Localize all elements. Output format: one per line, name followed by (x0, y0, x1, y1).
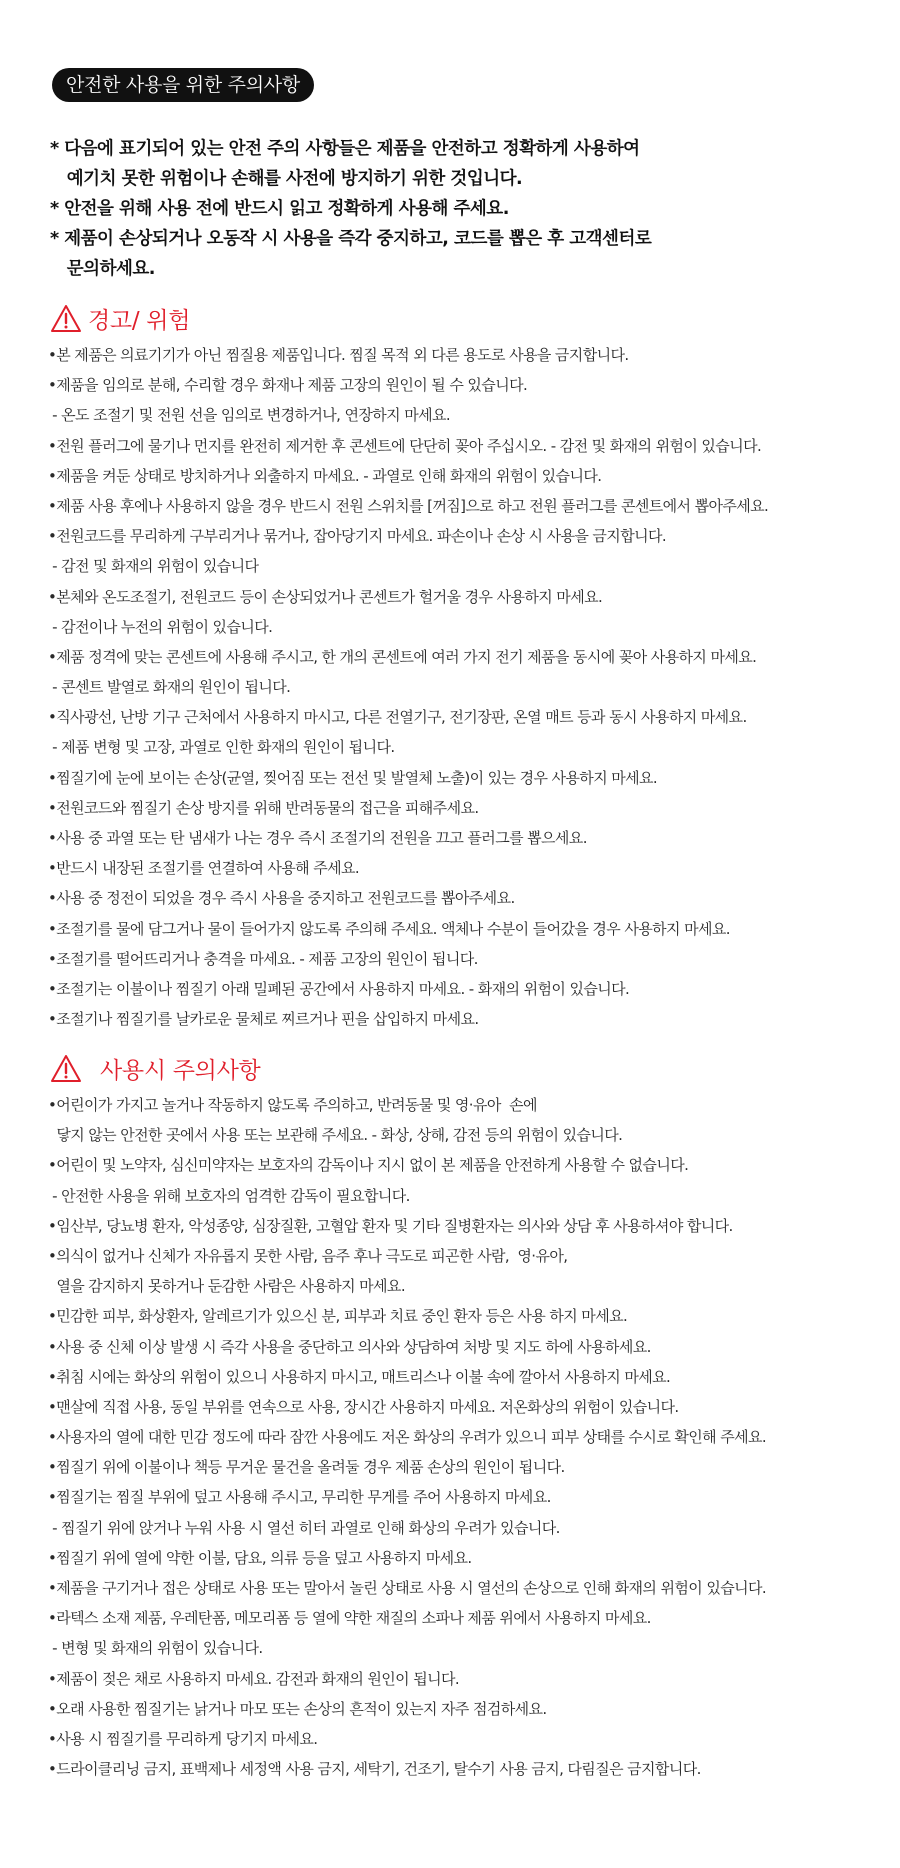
list-item: •제품을 구기거나 접은 상태로 사용 또는 말아서 놀린 상태로 사용 시 열선의 손상으로 인해 화재의 위험이 있습니다. (48, 1579, 767, 1597)
list-item: •본체와 온도조절기, 전원코드 등이 손상되었거나 콘센트가 헐거울 경우 사용하지 마세요. (48, 587, 603, 606)
list-item: •찜질기 위에 열에 약한 이불, 담요, 의류 등을 덮고 사용하지 마세요. (48, 1548, 472, 1567)
warning-section-heading (50, 300, 190, 336)
list-item: •사용 중 과열 또는 탄 냄새가 나는 경우 즉시 조절기의 전원을 끄고 플러그를 뽑으세요. (48, 829, 587, 847)
list-item: •찜질기 위에 이불이나 책등 무거운 물건을 올려둘 경우 제품 손상의 원인이 됩니다. (48, 1458, 565, 1477)
list-item: •조절기는 이불이나 찜질기 아래 밀폐된 공간에서 사용하지 마세요. - 화재의 위험이 있습니다. (48, 979, 630, 998)
list-item: •전원 플러그에 물기나 먼지를 완전히 제거한 후 콘센트에 단단히 꽂아 주십시오. - 감전 및 화재의 위험이 있습니다. (48, 436, 762, 455)
caution-section-heading (50, 1050, 260, 1086)
list-item: •의식이 없거나 신체가 자유롭지 못한 사람, 음주 후나 극도로 피곤한 사람, 영·유아, (48, 1246, 568, 1265)
list-item: •제품 사용 후에나 사용하지 않을 경우 반드시 전원 스위치를 [꺼짐]으로 하고 전원 플러그를 콘센트에서 뽑아주세요. (48, 496, 769, 515)
list-item: •사용자의 열에 대한 민감 정도에 따라 잠깐 사용에도 저온 화상의 우려가 있으니 피부 상태를 수시로 확인해 주세요. (48, 1428, 767, 1447)
list-item: •어린이가 가지고 놀거나 작동하지 않도록 주의하고, 반려동물 및 영·유아 손에 (48, 1096, 537, 1114)
intro-line: 예기치 못한 위험이나 손해를 사전에 방지하기 위한 것입니다. (50, 169, 523, 189)
intro-line: * 다음에 표기되어 있는 안전 주의 사항들은 제품을 안전하고 정확하게 사용하여 (50, 139, 640, 159)
warning-triangle-icon (50, 1054, 82, 1083)
intro-line: 문의하세요. (50, 259, 155, 279)
list-item: •사용 시 찜질기를 무리하게 당기지 마세요. (48, 1729, 318, 1748)
list-item: - 감전 및 화재의 위험이 있습니다 (48, 557, 259, 576)
list-item: •오래 사용한 찜질기는 낡거나 마모 또는 손상의 흔적이 있는지 자주 점검하세요. (48, 1699, 547, 1718)
list-item: - 온도 조절기 및 전원 선을 임의로 변경하거나, 연장하지 마세요. (48, 406, 451, 425)
list-item: - 제품 변형 및 고장, 과열로 인한 화재의 원인이 됩니다. (48, 738, 395, 757)
list-item: - 감전이나 누전의 위험이 있습니다. (48, 617, 273, 636)
list-item: •본 제품은 의료기기가 아닌 찜질용 제품입니다. 찜질 목적 외 다른 용도로 사용을 금지합니다. (48, 346, 629, 364)
warning-list (48, 340, 878, 1034)
page-title: 안전한 사용을 위한 주의사항 (52, 68, 314, 102)
list-item: •라텍스 소재 제품, 우레탄폼, 메모리폼 등 열에 약한 재질의 소파나 제품 위에서 사용하지 마세요. (48, 1609, 651, 1628)
intro-notes (50, 134, 870, 284)
list-item: •임산부, 당뇨병 환자, 악성종양, 심장질환, 고혈압 환자 및 기타 질병환자는 의사와 상담 후 사용하셔야 합니다. (48, 1216, 733, 1235)
list-item: •찜질기는 찜질 부위에 덮고 사용해 주시고, 무리한 무게를 주어 사용하지 마세요. (48, 1488, 551, 1507)
list-item: •사용 중 정전이 되었을 경우 즉시 사용을 중지하고 전원코드를 뽑아주세요. (48, 889, 515, 908)
list-item: •전원코드와 찜질기 손상 방지를 위해 반려동물의 접근을 피해주세요. (48, 798, 479, 817)
list-item: •사용 중 신체 이상 발생 시 즉각 사용을 중단하고 의사와 상담하여 처방 및 지도 하에 사용하세요. (48, 1337, 651, 1356)
list-item: •조절기를 떨어뜨리거나 충격을 마세요. - 제품 고장의 원인이 됩니다. (48, 949, 478, 968)
list-item: •제품을 켜둔 상태로 방치하거나 외출하지 마세요. - 과열로 인해 화재의 위험이 있습니다. (48, 466, 602, 485)
warning-heading-text: 경고/ 위험 (88, 307, 191, 334)
caution-list (48, 1090, 878, 1784)
list-item: •제품이 젖은 채로 사용하지 마세요. 감전과 화재의 원인이 됩니다. (48, 1669, 460, 1688)
list-item: •직사광선, 난방 기구 근처에서 사용하지 마시고, 다른 전열기구, 전기장판, 온열 매트 등과 동시 사용하지 마세요. (48, 708, 747, 727)
list-item: •반드시 내장된 조절기를 연결하여 사용해 주세요. (48, 859, 360, 878)
list-item: •전원코드를 무리하게 구부리거나 묶거나, 잡아당기지 마세요. 파손이나 손상 시 사용을 금지합니다. (48, 527, 667, 546)
intro-line: * 제품이 손상되거나 오동작 시 사용을 즉각 중지하고, 코드를 뽑은 후 고객센터로 (50, 229, 652, 249)
list-item: - 안전한 사용을 위해 보호자의 엄격한 감독이 필요합니다. (48, 1186, 410, 1205)
list-item: •조절기나 찜질기를 날카로운 물체로 찌르거나 핀을 삽입하지 마세요. (48, 1010, 479, 1029)
list-item: •드라이클리닝 금지, 표백제나 세정액 사용 금지, 세탁기, 건조기, 탈수기 사용 금지, 다림질은 금지합니다. (48, 1760, 701, 1779)
list-item: •맨살에 직접 사용, 동일 부위를 연속으로 사용, 장시간 사용하지 마세요. 저온화상의 위험이 있습니다. (48, 1397, 679, 1416)
intro-line: * 안전을 위해 사용 전에 반드시 읽고 정확하게 사용해 주세요. (50, 199, 509, 219)
list-item: 열을 감지하지 못하거나 둔감한 사람은 사용하지 마세요. (48, 1277, 405, 1296)
list-item: - 변형 및 화재의 위험이 있습니다. (48, 1639, 263, 1658)
list-item: 닿지 않는 안전한 곳에서 사용 또는 보관해 주세요. - 화상, 상해, 감전 등의 위험이 있습니다. (48, 1126, 623, 1145)
list-item: - 찜질기 위에 앉거나 누워 사용 시 열선 히터 과열로 인해 화상의 우려가 있습니다. (48, 1518, 560, 1537)
list-item: - 콘센트 발열로 화재의 원인이 됩니다. (48, 678, 291, 697)
list-item: •찜질기에 눈에 보이는 손상(균열, 찢어짐 또는 전선 및 발열체 노출)이 있는 경우 사용하지 마세요. (48, 768, 658, 787)
list-item: •조절기를 물에 담그거나 물이 들어가지 않도록 주의해 주세요. 액체나 수분이 들어갔을 경우 사용하지 마세요. (48, 919, 730, 938)
warning-triangle-icon (50, 304, 82, 333)
list-item: •제품 정격에 맞는 콘센트에 사용해 주시고, 한 개의 콘센트에 여러 가지 전기 제품을 동시에 꽂아 사용하지 마세요. (48, 647, 757, 666)
list-item: •어린이 및 노약자, 심신미약자는 보호자의 감독이나 지시 없이 본 제품을 안전하게 사용할 수 없습니다. (48, 1156, 689, 1175)
list-item: •제품을 임의로 분해, 수리할 경우 화재나 제품 고장의 원인이 될 수 있습니다. (48, 376, 528, 395)
list-item: •민감한 피부, 화상환자, 알레르기가 있으신 분, 피부과 치료 중인 환자 등은 사용 하지 마세요. (48, 1307, 628, 1326)
list-item: •취침 시에는 화상의 위험이 있으니 사용하지 마시고, 매트리스나 이불 속에 깔아서 사용하지 마세요. (48, 1367, 671, 1386)
caution-heading-text: 사용시 주의사항 (100, 1057, 261, 1084)
